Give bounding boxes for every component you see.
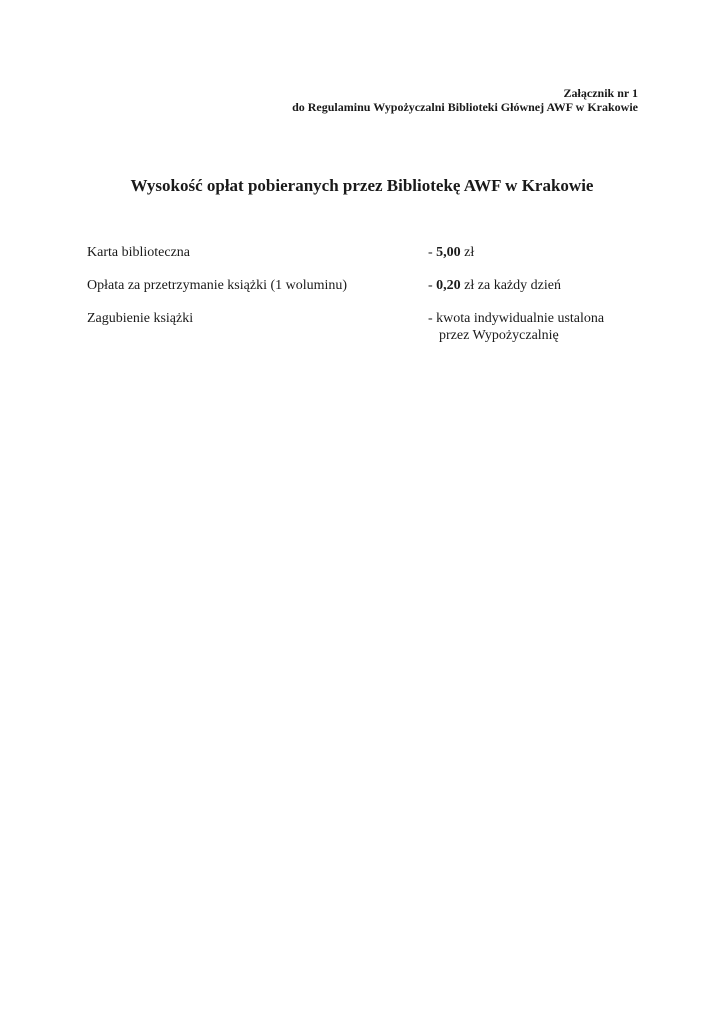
fee-label: Karta biblioteczna bbox=[87, 245, 191, 260]
attachment-number: Załącznik nr 1 bbox=[563, 86, 638, 100]
fee-row-library-card bbox=[87, 244, 647, 261]
regulation-reference: do Regulaminu Wypożyczalni Biblioteki Głównej AWF w Krakowie bbox=[292, 100, 638, 114]
fee-value bbox=[428, 244, 474, 261]
fee-description-line-2: przez Wypożyczalnię bbox=[439, 328, 559, 343]
fee-description-line-1: - kwota indywidualnie ustalona bbox=[428, 311, 605, 326]
fee-amount: 0,20 bbox=[436, 278, 461, 293]
fee-label: Opłata za przetrzymanie książki (1 woluminu) bbox=[87, 278, 348, 293]
document-title: Wysokość opłat pobieranych przez Bibliotekę AWF w Krakowie bbox=[130, 176, 594, 195]
fee-amount: 5,00 bbox=[436, 245, 461, 260]
fee-value bbox=[428, 310, 604, 344]
fee-prefix: - bbox=[428, 278, 437, 293]
attachment-header bbox=[292, 86, 638, 114]
fee-prefix: - bbox=[428, 245, 437, 260]
fee-row-overdue bbox=[87, 277, 647, 294]
fee-suffix: zł bbox=[460, 245, 475, 260]
fee-label: Zagubienie książki bbox=[87, 311, 194, 326]
fee-list bbox=[87, 244, 647, 360]
fee-row-lost-book bbox=[87, 310, 647, 344]
fee-value bbox=[428, 277, 561, 294]
fee-suffix: zł za każdy dzień bbox=[460, 278, 561, 293]
